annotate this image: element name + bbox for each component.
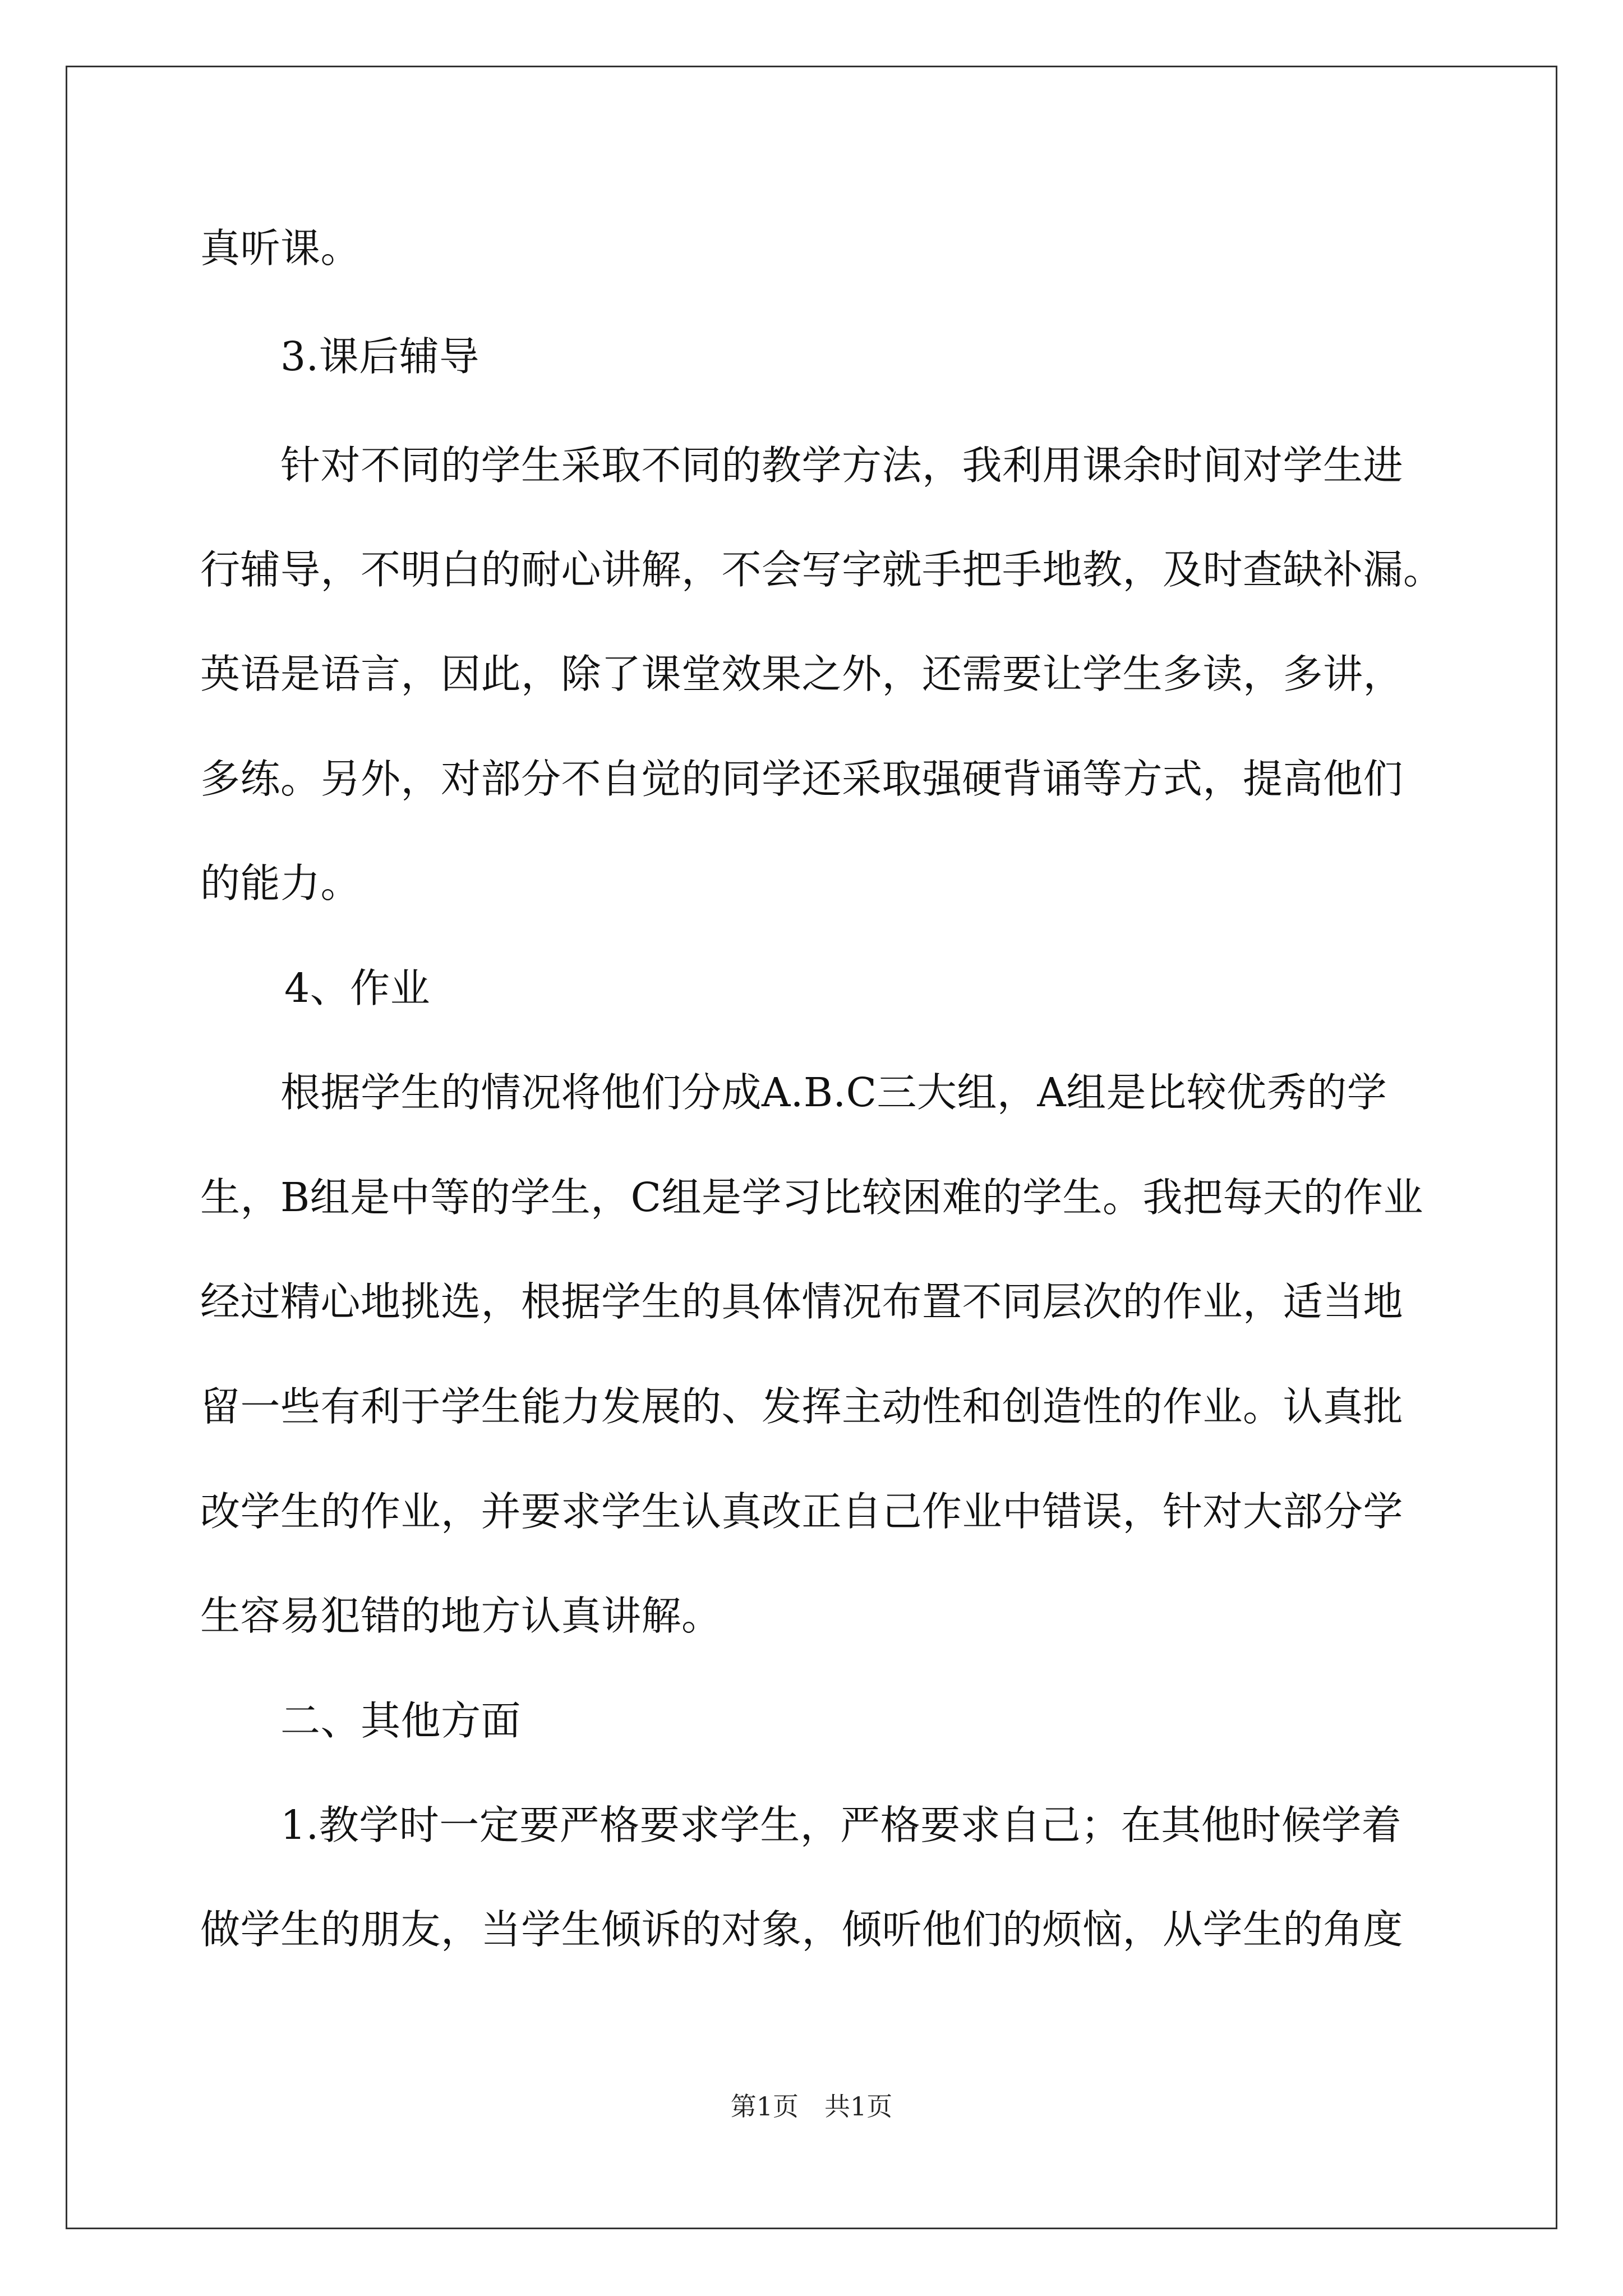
text-line: 改学生的作业，并要求学生认真改正自己作业中错误，针对大部分学 — [200, 1488, 1404, 1535]
text-line: 生容易犯错的地方认真讲解。 — [200, 1593, 722, 1639]
text-line: 经过精心地挑选，根据学生的具体情况布置不同层次的作业，适当地 — [200, 1278, 1404, 1325]
text-line: 多练。另外，对部分不自觉的同学还采取强硬背诵等方式，提高他们 — [200, 756, 1404, 802]
page-number: 第1页 — [730, 2091, 799, 2122]
section-heading: 3.课后辅导 — [280, 333, 479, 380]
text-line: 生，B组是中等的学生，C组是学习比较困难的学生。我把每天的作业 — [200, 1174, 1424, 1221]
text-line: 针对不同的学生采取不同的教学方法，我利用课余时间对学生进 — [280, 442, 1404, 489]
page-total: 共1页 — [824, 2091, 893, 2122]
section-heading: 4、作业 — [284, 965, 431, 1011]
text-line: 真听课。 — [200, 225, 361, 272]
page-footer — [0, 2090, 1623, 2123]
text-line: 行辅导，不明白的耐心讲解，不会写字就手把手地教，及时查缺补漏。 — [200, 546, 1444, 593]
text-line: 根据学生的情况将他们分成A.B.C三大组，A组是比较优秀的学 — [280, 1069, 1387, 1116]
text-line: 英语是语言，因此，除了课堂效果之外，还需要让学生多读，多讲， — [200, 651, 1404, 697]
text-line: 留一些有利于学生能力发展的、发挥主动性和创造性的作业。认真批 — [200, 1383, 1404, 1430]
text-line: 1.教学时一定要严格要求学生，严格要求自己；在其他时候学着 — [280, 1802, 1402, 1848]
text-line: 的能力。 — [200, 860, 361, 907]
text-line: 做学生的朋友，当学生倾诉的对象，倾听他们的烦恼，从学生的角度 — [200, 1906, 1404, 1953]
section-heading: 二、其他方面 — [280, 1697, 522, 1744]
